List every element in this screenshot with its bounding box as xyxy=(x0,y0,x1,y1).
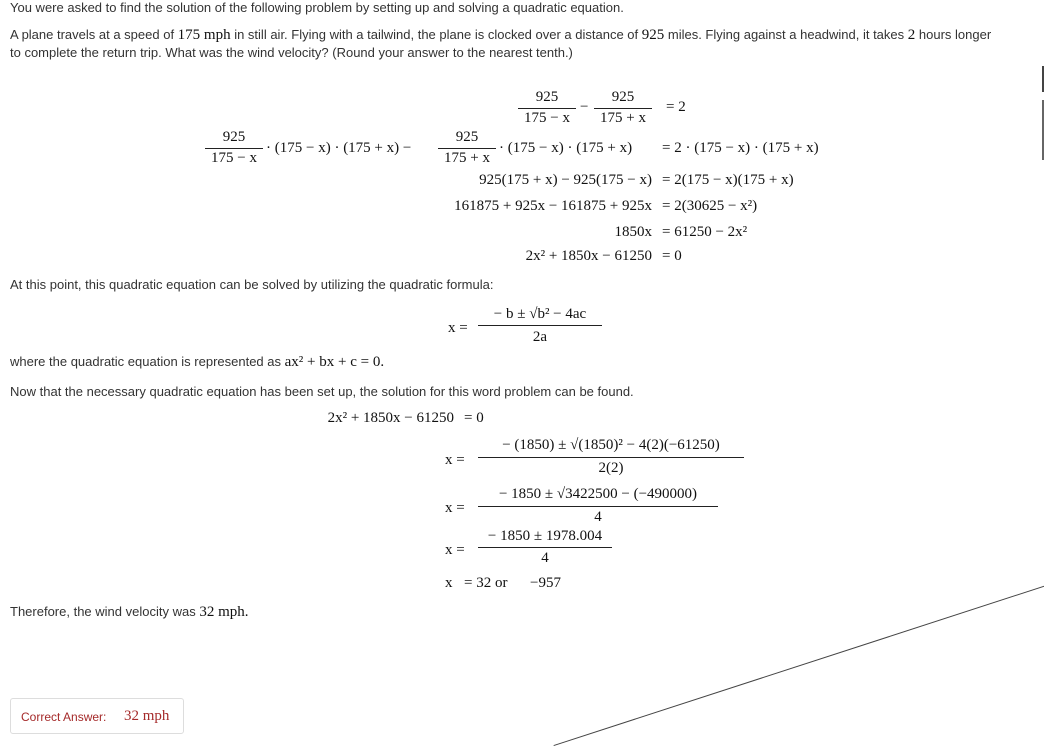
correct-answer-value: 32 mph xyxy=(124,708,170,724)
hours-value: 2 xyxy=(907,27,916,43)
quadratic-formula-intro: At this point, this quadratic equation can be solved by utilizing the quadratic formula: xyxy=(10,277,494,292)
intro-text: You were asked to find the solution of the following problem by setting up and solving a quadratic equation. xyxy=(10,0,624,15)
conclusion-value: 32 mph. xyxy=(199,604,249,620)
setup-equation-3-rhs: = 2(175 − x)(175 + x) xyxy=(662,172,794,188)
setup-equation-5-lhs: 1850x xyxy=(614,224,652,240)
distance-value: 925 xyxy=(641,27,665,43)
rejected-root: −957 xyxy=(530,575,1044,592)
setup-equation-5-rhs: = 61250 − 2x² xyxy=(662,224,748,240)
problem-line-2: to complete the return trip. What was the wind velocity? (Round your answer to the nearest tenth.) xyxy=(10,45,573,60)
solve-equation-0-rhs: = 0 xyxy=(464,410,484,426)
setup-equation-6-lhs: 2x² + 1850x − 61250 xyxy=(525,248,652,264)
setup-equation-3-lhs: 925(175 + x) − 925(175 − x) xyxy=(479,172,652,188)
problem-line-1: A plane travels at a speed of 175 mph in still air. Flying with a tailwind, the plane is clocked over a distance of 925 miles. Flying against a headwind, it takes 2 hours longer xyxy=(10,27,992,43)
solve-intro: Now that the necessary quadratic equation has been set up, the solution for this word problem can be found. xyxy=(10,384,634,399)
setup-equation-4-rhs: = 2(30625 − x²) xyxy=(662,198,758,214)
solve-equation-0-lhs: 2x² + 1850x − 61250 xyxy=(327,410,454,426)
solve-step-4: x = 32 or −957 xyxy=(0,0,1044,17)
conclusion: Therefore, the wind velocity was 32 mph. xyxy=(10,604,249,620)
setup-equation-4-lhs: 161875 + 925x − 161875 + 925x xyxy=(454,198,652,214)
speed-value: 175 mph xyxy=(177,27,231,43)
correct-answer-label: Correct Answer: xyxy=(21,710,107,724)
setup-equation-6-rhs: = 0 xyxy=(662,248,682,264)
general-form: ax² + bx + c = 0. xyxy=(284,354,385,370)
where-statement: where the quadratic equation is represented as ax² + bx + c = 0. xyxy=(10,354,385,370)
correct-answer-box xyxy=(10,698,184,734)
